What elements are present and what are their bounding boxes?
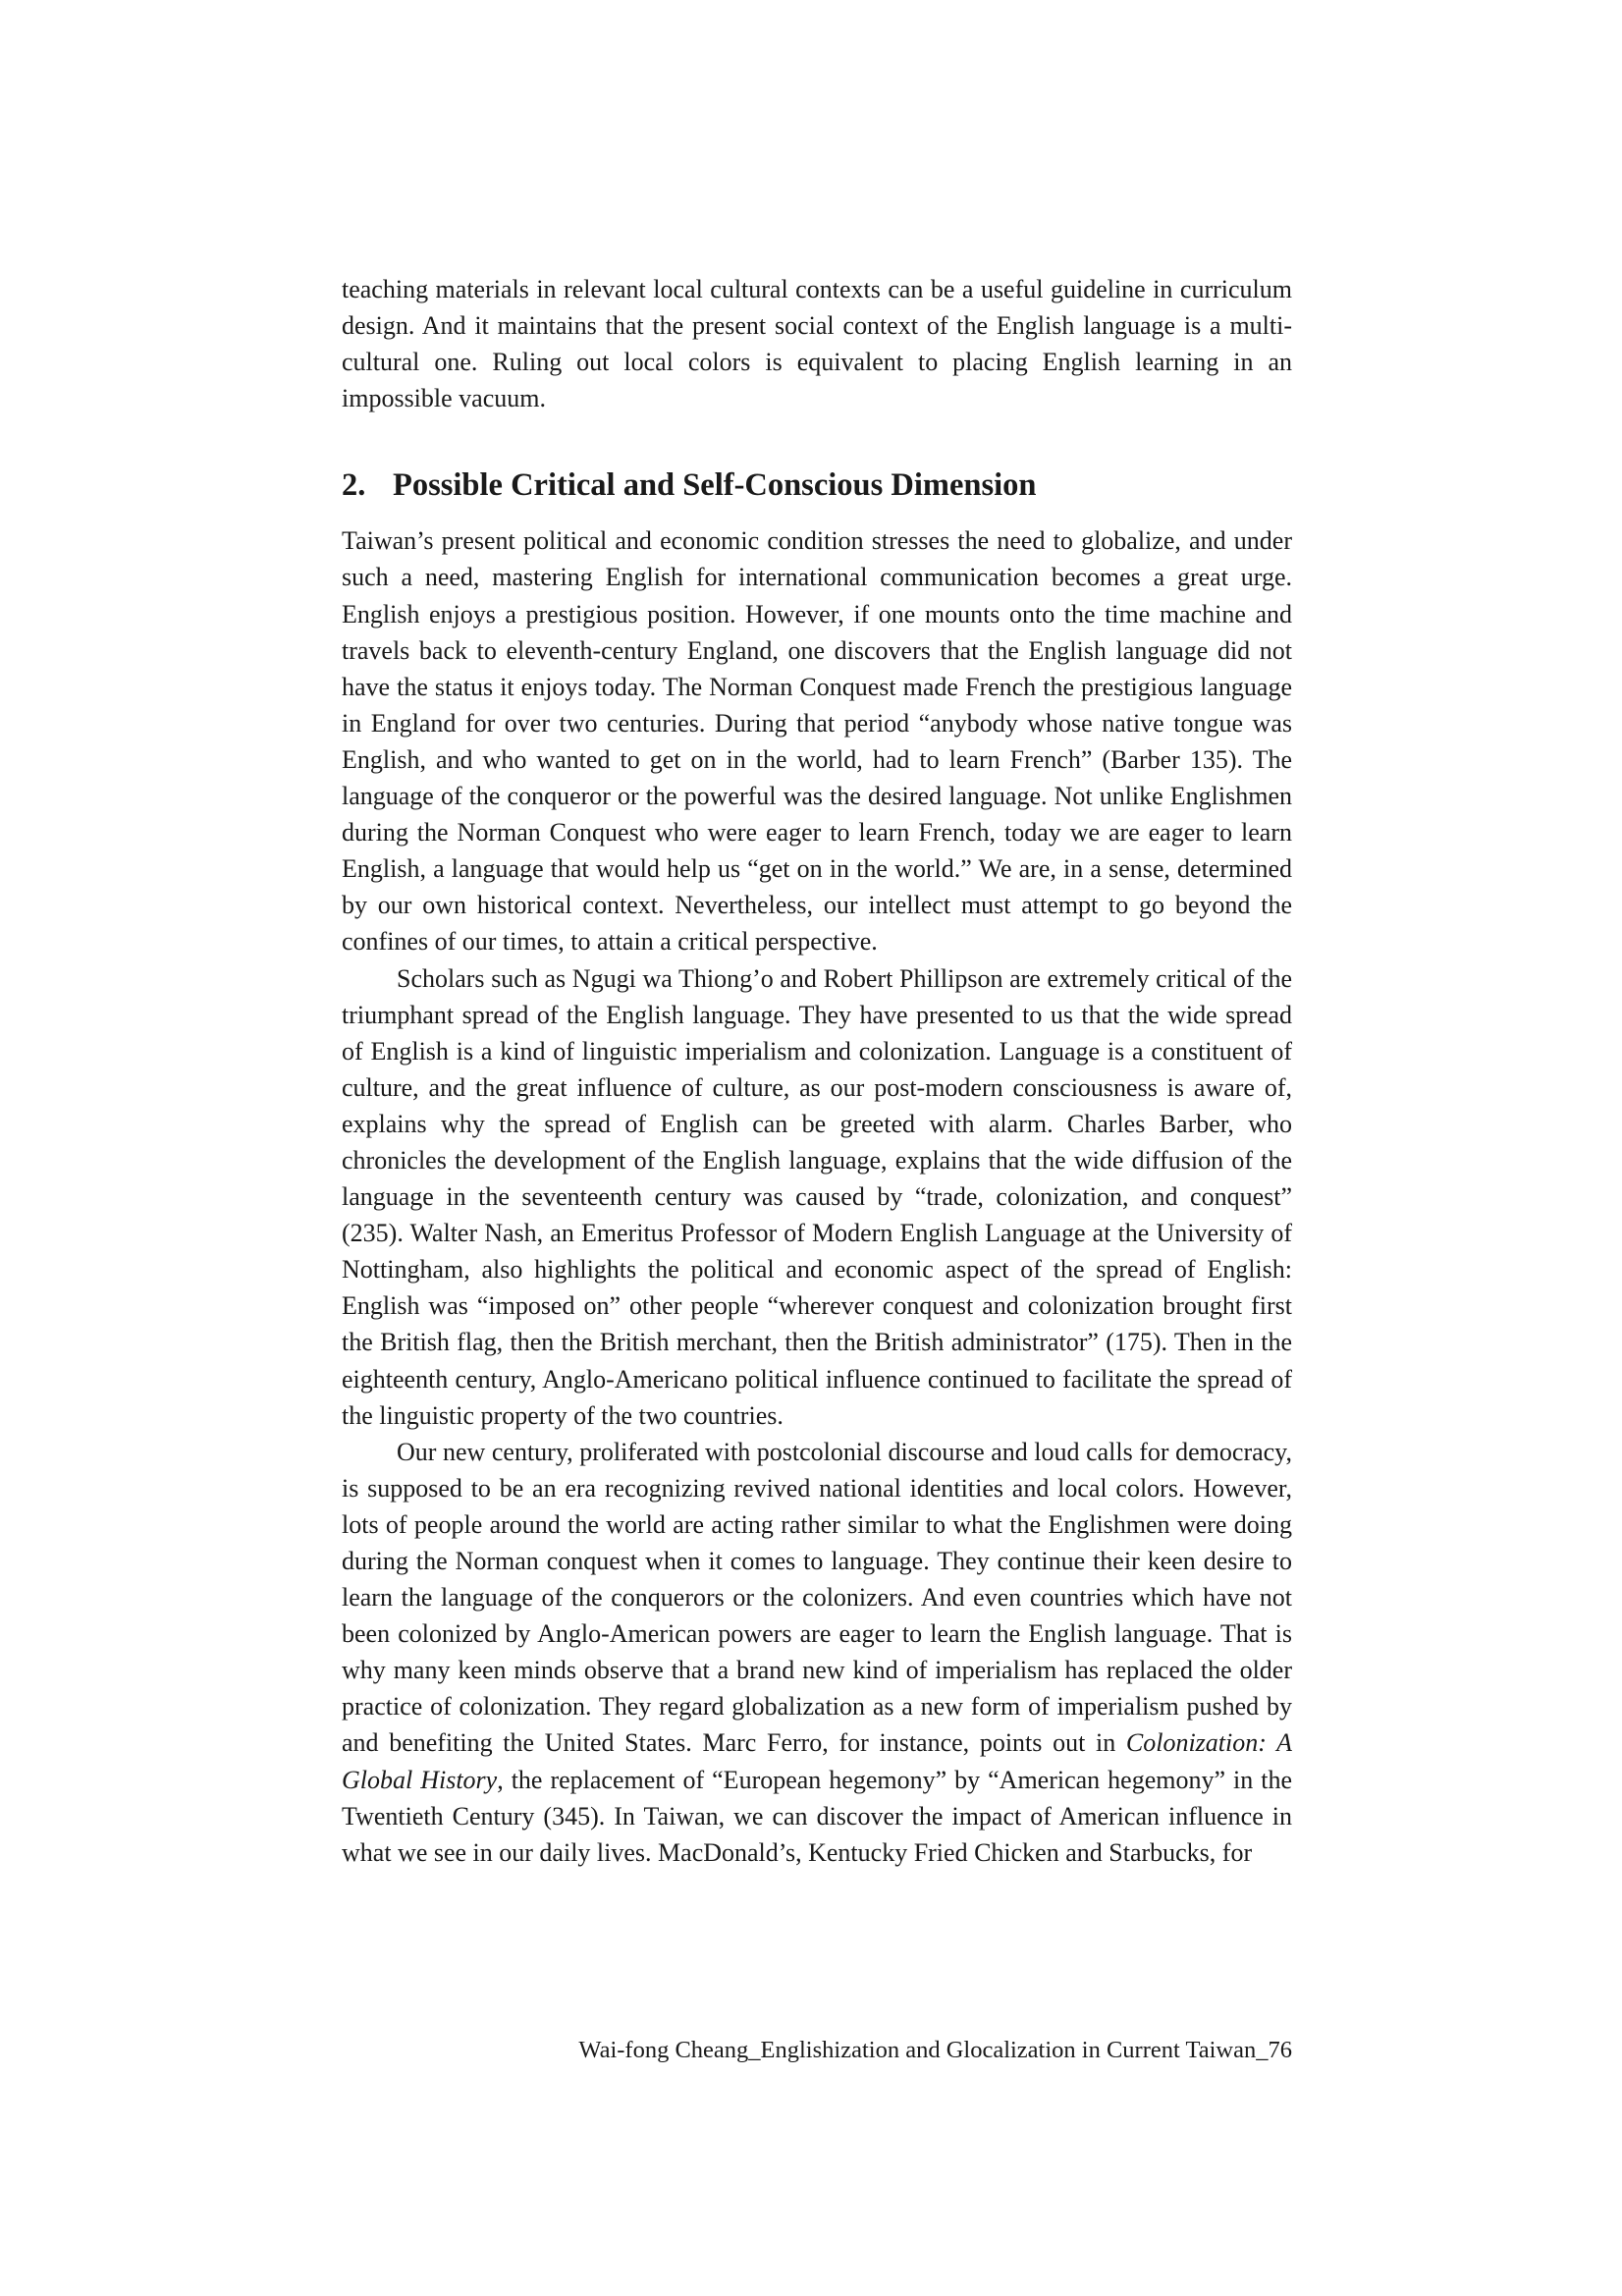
body-paragraph-2: Scholars such as Ngugi wa Thiong’o and Robert Phillipson are extremely critical of the triumphant spread of the English language. They have presented to us that the wide spread of English is a kind of linguistic imperialism and colonization. Language is a constituent of culture, and the great influence of culture, as our post-modern consciousness is aware of, explains why the spread of English can be greeted with alarm. Charles Barber, who chronicles the development of the English language, explains that the wide diffusion of the language in the seventeenth century was caused by “trade, colonization, and conquest” (235). Walter Nash, an Emeritus Professor of Modern English Language at the University of Nottingham, also highlights the political and economic aspect of the spread of English: English was “imposed on” other people “wherever conquest and colonization brought first the British flag, then the British merchant, then the British administrator” (175). Then in the eighteenth century, Anglo-Americano political influence continued to facilitate the spread of the linguistic property of the two countries. — [342, 963, 1292, 1430]
page-footer: Wai-fong Cheang_Englishization and Glocalization in Current Taiwan_76 — [578, 2037, 1292, 2063]
section-title: Possible Critical and Self-Conscious Dimension — [393, 467, 1037, 504]
book-title: Colonization: A Global History — [342, 1728, 1292, 1794]
intro-paragraph: teaching materials in relevant local cultural contexts can be a useful guideline in curriculum design. And it maintains that the present social context of the English language is a multi-cultural one. Ruling out local colors is equivalent to placing English learning in an impossible vacuum. — [342, 275, 1292, 413]
paragraph-text-before-title: Our new century, proliferated with postcolonial discourse and loud calls for democracy, is supposed to be an era recognizing revived national identities and local colors. However, lots of people around the world are acting rather similar to what the Englishmen were doing during the Norman conquest when it comes to language. They continue their keen desire to learn the language of the conquerors or the colonizers. And even countries which have not been colonized by Anglo-American powers are eager to learn the English language. That is why many keen minds observe that a brand new kind of imperialism has replaced the older practice of colonization. They regard globalization as a new form of imperialism pushed by and benefiting the United States. Marc Ferro, for instance, points out in — [342, 1437, 1292, 1758]
section-number: 2. — [342, 467, 366, 504]
body-paragraph-3 — [342, 1434, 1292, 1871]
paragraph-text-after-title: , the replacement of “European hegemony” by “American hegemony” in the Twentieth Century (345). In Taiwan, we can discover the impact of American influence in what we see in our daily lives. MacDonald’s, Kentucky Fried Chicken and Starbucks, for — [342, 1765, 1292, 1867]
page-content — [342, 271, 1292, 1871]
section-heading — [342, 465, 1292, 505]
body-paragraph-1: Taiwan’s present political and economic condition stresses the need to globalize, and under such a need, mastering English for international communication becomes a great urge. English enjoys a prestigious position. However, if one mounts onto the time machine and travels back to eleventh-century England, one discovers that the English language did not have the status it enjoys today. The Norman Conquest made French the prestigious language in England for over two centuries. During that period “anybody whose native tongue was English, and who wanted to get on in the world, had to learn French” (Barber 135). The language of the conqueror or the powerful was the desired language. Not unlike Englishmen during the Norman Conquest who were eager to learn French, today we are eager to learn English, a language that would help us “get on in the world.” We are, in a sense, determined by our own historical context. Nevertheless, our intellect must attempt to go beyond the confines of our times, to attain a critical perspective. — [342, 526, 1292, 957]
